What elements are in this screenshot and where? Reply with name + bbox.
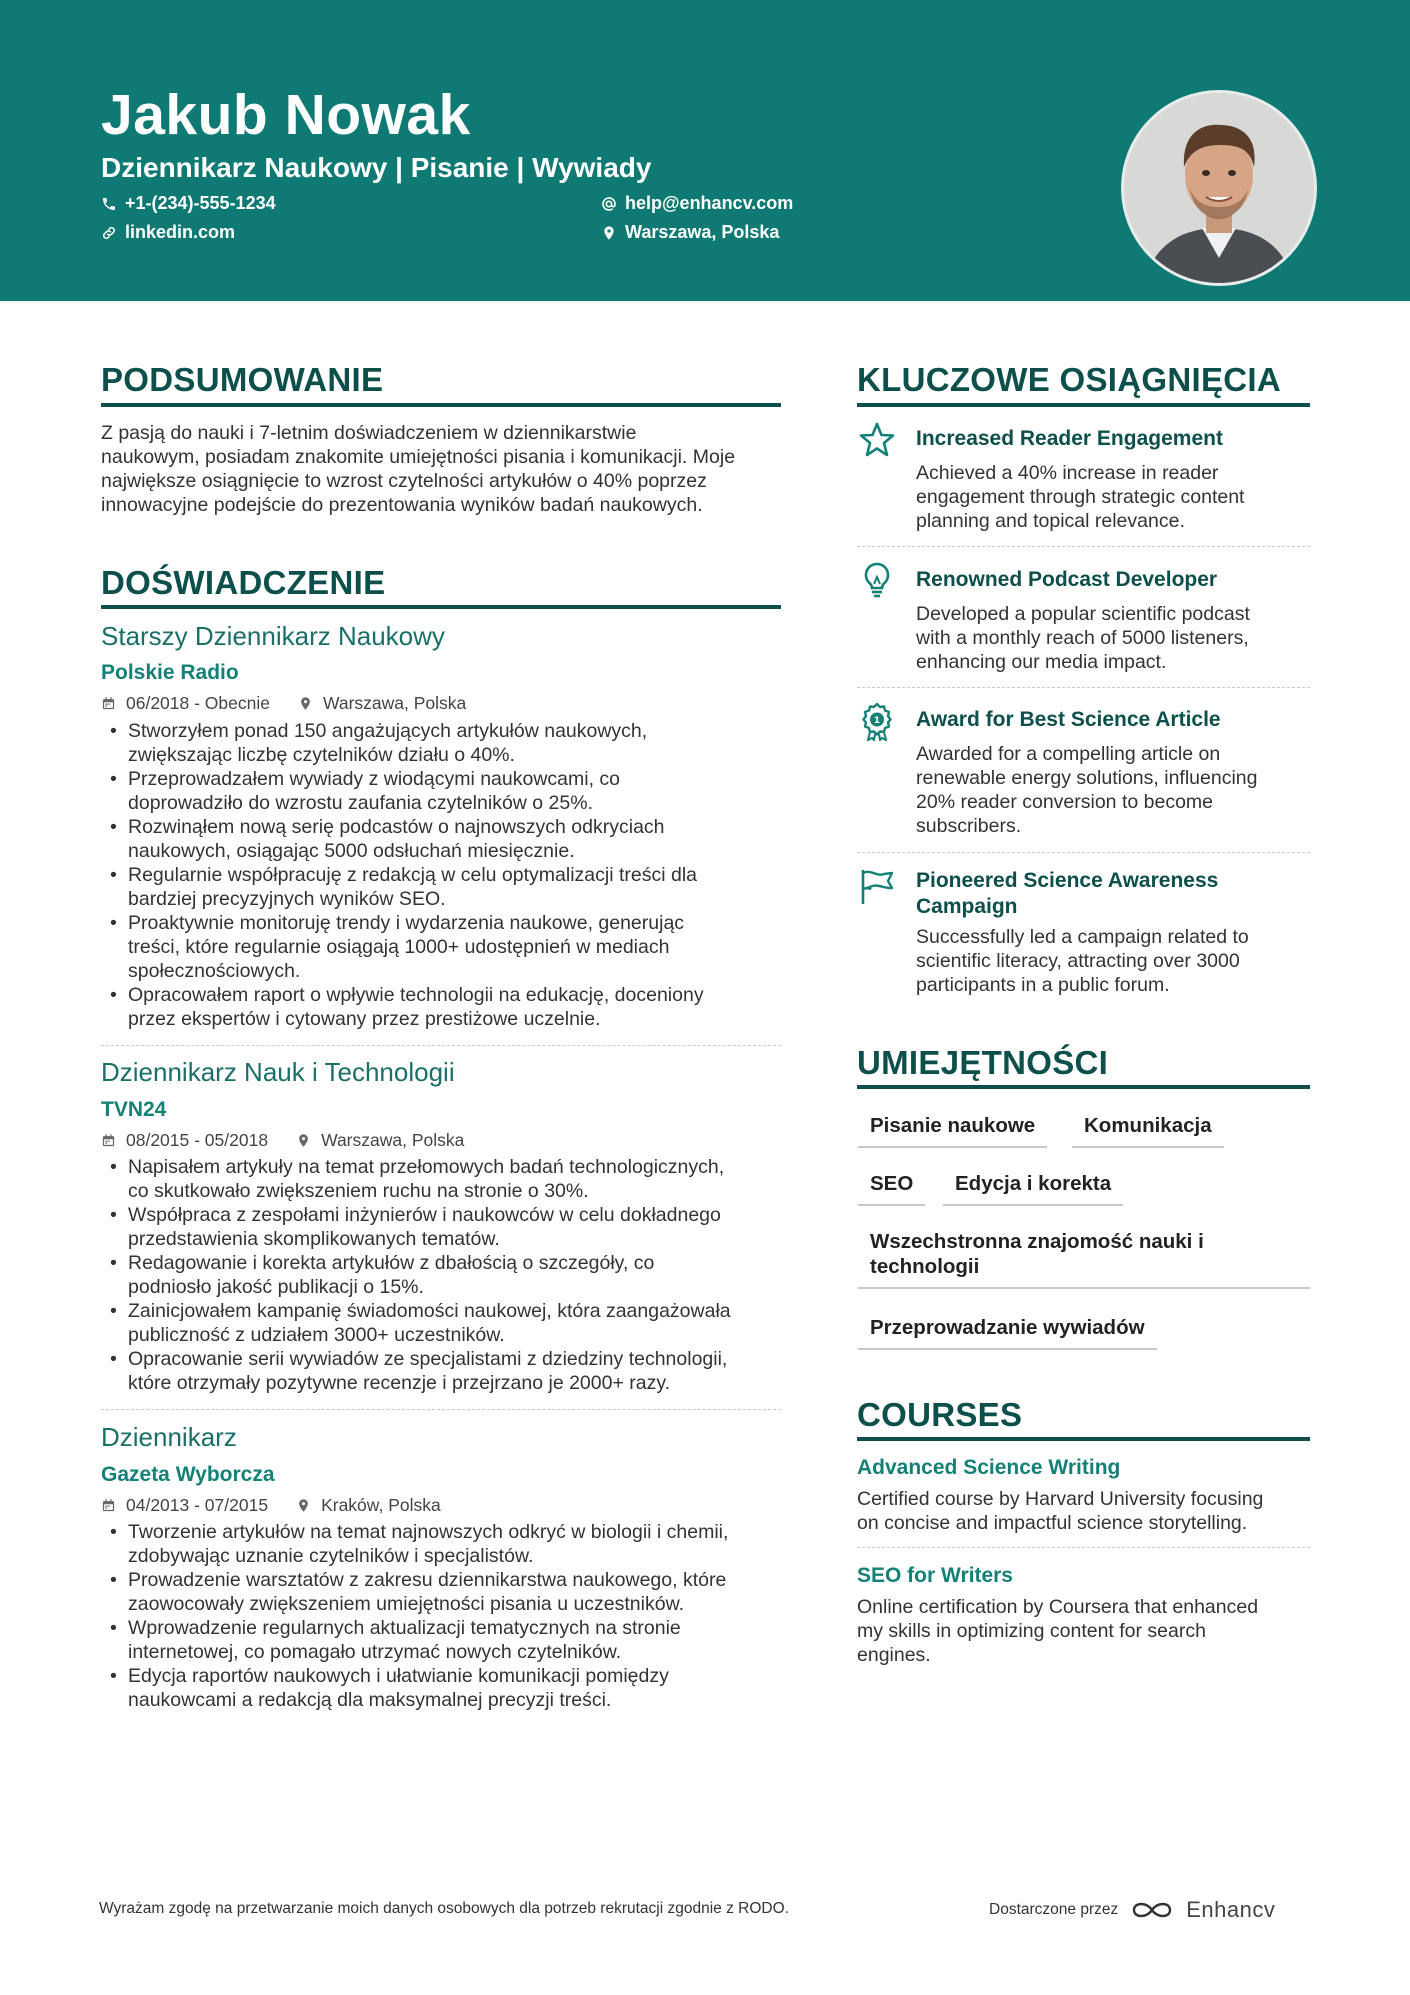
powered-by-text: Dostarczone przez xyxy=(989,1901,1119,1918)
skill-tag: Komunikacja xyxy=(1072,1113,1224,1148)
linkedin-contact[interactable] xyxy=(101,222,235,243)
job-location: Warszawa, Polska xyxy=(321,1130,465,1150)
at-icon xyxy=(601,196,617,212)
job-location: Kraków, Polska xyxy=(321,1495,441,1515)
job-title: Dziennikarz Nauk i Technologii xyxy=(101,1057,455,1087)
achievement-desc: Achieved a 40% increase in reader engagement through strategic content planning and topical relevance. xyxy=(916,462,1245,532)
achievement-desc: Successfully led a campaign related to scientific literacy, attracting over 3000 participants in a public forum. xyxy=(916,926,1249,996)
achievement-divider xyxy=(857,852,1310,853)
job-meta xyxy=(101,1130,464,1151)
experience-rule xyxy=(101,605,781,609)
achievements-heading: KLUCZOWE OSIĄGNIĘCIA xyxy=(857,361,1281,398)
location-pin-icon xyxy=(296,1133,311,1148)
achievement-divider xyxy=(857,546,1310,547)
header-banner xyxy=(0,0,1410,301)
bullet-item: • Opracowanie serii wywiadów ze specjalistami z dziedziny technologii, które otrzymały pozytywne recenzje i przejrzano je 2000+ razy. xyxy=(101,1347,781,1395)
job-meta xyxy=(101,1495,441,1516)
achievement-desc: Developed a popular scientific podcast with a monthly reach of 5000 listeners, enhancing our media impact. xyxy=(916,603,1250,673)
job-title: Dziennikarz xyxy=(101,1422,237,1452)
bullet-item: • Przeprowadzałem wywiady z wiodącymi naukowcami, co doprowadziło do wzrostu zaufania czytelników o 25%. xyxy=(101,767,781,815)
location-contact xyxy=(601,222,779,243)
job-company: Polskie Radio xyxy=(101,661,239,684)
achievement-title: Renowned Podcast Developer xyxy=(916,568,1218,591)
achievement-title: Pioneered Science Awareness Campaign xyxy=(916,869,1219,918)
job-location: Warszawa, Polska xyxy=(323,693,467,713)
achievement-desc: Awarded for a compelling article on renewable energy solutions, influencing 20% reader conversion to become subscribers. xyxy=(916,743,1258,837)
calendar-icon xyxy=(101,1133,116,1148)
phone-contact xyxy=(101,193,276,214)
bullet-item: • Opracowałem raport o wpływie technologii na edukację, doceniony przez ekspertów i cytowany przez prestiżowe uczelnie. xyxy=(101,983,781,1031)
job-dates: 06/2018 - Obecnie xyxy=(126,693,270,713)
bullet-item: • Wprowadzenie regularnych aktualizacji tematycznych na stronie internetowej, co pomagało utrzymać nowych czytelników. xyxy=(101,1616,781,1664)
summary-line: innowacyjne podejście do prezentowania wyników badań naukowych. xyxy=(101,494,703,516)
skill-tag: Przeprowadzanie wywiadów xyxy=(858,1315,1157,1350)
bullet-item: • Proaktywnie monitoruję trendy i wydarzenia naukowe, generując treści, które regularnie osiągają 1000+ udostępnień w mediach społecznościowych. xyxy=(101,911,781,983)
linkedin-text[interactable]: linkedin.com xyxy=(125,222,236,242)
course-desc: Online certification by Coursera that enhanced my skills in optimizing content for search engines. xyxy=(857,1596,1259,1666)
job-title: Starszy Dziennikarz Naukowy xyxy=(101,621,445,651)
profile-photo xyxy=(1121,90,1317,286)
bullet-item: • Tworzenie artykułów na temat najnowszych odkryć w biologii i chemii, zdobywając uznanie czytelników i specjalistów. xyxy=(101,1520,781,1568)
skill-tag: SEO xyxy=(858,1171,925,1206)
skills-heading: UMIEJĘTNOŚCI xyxy=(857,1044,1109,1081)
skill-tag: Pisanie naukowe xyxy=(858,1113,1047,1148)
star-icon xyxy=(857,420,897,460)
location-pin-icon xyxy=(296,1498,311,1513)
courses-heading: COURSES xyxy=(857,1396,1023,1433)
email-text[interactable]: help@enhancv.com xyxy=(625,193,794,213)
bullet-item: • Stworzyłem ponad 150 angażujących artykułów naukowych, zwiększając liczbę czytelników działu o 40%. xyxy=(101,719,781,767)
brand-name: Enhancv xyxy=(1186,1897,1276,1922)
job-company: Gazeta Wyborcza xyxy=(101,1463,275,1486)
summary-line: naukowym, posiadam znakomite umiejętności pisania i komunikacji. Moje xyxy=(101,446,736,468)
courses-rule xyxy=(857,1437,1310,1441)
location-pin-icon xyxy=(601,225,617,241)
job-meta xyxy=(101,693,466,714)
course-title: Advanced Science Writing xyxy=(857,1456,1121,1479)
bullet-item: • Zainicjowałem kampanię świadomości naukowej, która zaangażowała publiczność z udziałem 3000+ uczestników. xyxy=(101,1299,781,1347)
bullet-item: • Regularnie współpracuję z redakcją w celu optymalizacji treści dla bardziej precyzyjnych wyników SEO. xyxy=(101,863,781,911)
bullet-item: • Rozwinąłem nową serię podcastów o najnowszych odkryciach naukowych, osiągając 5000 odsłuchań miesięcznie. xyxy=(101,815,781,863)
job-company: TVN24 xyxy=(101,1098,167,1121)
summary-line: Z pasją do nauki i 7-letnim doświadczeniem w dziennikarstwie xyxy=(101,422,637,444)
avatar-image xyxy=(1124,93,1314,283)
job-bullets xyxy=(101,1155,781,1395)
skill-tag: Wszechstronna znajomość nauki i technologii xyxy=(858,1229,1310,1289)
bullet-item: • Edycja raportów naukowych i ułatwianie komunikacji pomiędzy naukowcami a redakcją dla maksymalnej precyzji treści. xyxy=(101,1664,781,1712)
location-pin-icon xyxy=(298,696,313,711)
candidate-name: Jakub Nowak xyxy=(101,83,471,147)
lightbulb-icon xyxy=(857,560,897,600)
bullet-item: • Prowadzenie warsztatów z zakresu dziennikarstwa naukowego, które zaowocowały zwiększeniem umiejętności pisania u uczestników. xyxy=(101,1568,781,1616)
course-desc: Certified course by Harvard University focusing on concise and impactful science storytelling. xyxy=(857,1488,1264,1534)
summary-text xyxy=(101,421,791,517)
course-divider xyxy=(857,1547,1310,1548)
achievement-title: Increased Reader Engagement xyxy=(916,427,1223,450)
job-bullets xyxy=(101,1520,781,1712)
link-icon xyxy=(101,225,117,241)
calendar-icon xyxy=(101,1498,116,1513)
summary-heading: PODSUMOWANIE xyxy=(101,361,384,398)
bullet-item: • Współpraca z zespołami inżynierów i naukowców w celu dokładnego przedstawienia skomplikowanych tematów. xyxy=(101,1203,781,1251)
location-text: Warszawa, Polska xyxy=(625,222,780,242)
powered-by[interactable] xyxy=(989,1897,1275,1923)
summary-rule xyxy=(101,403,781,407)
job-divider xyxy=(101,1045,781,1046)
calendar-icon xyxy=(101,696,116,711)
achievements-rule xyxy=(857,403,1310,407)
consent-text: Wyrażam zgodę na przetwarzanie moich danych osobowych dla potrzeb rekrutacji zgodnie z RODO. xyxy=(99,1900,789,1917)
enhancv-logo-icon xyxy=(1128,1898,1176,1922)
svg-text:1: 1 xyxy=(873,716,881,726)
achievement-title: Award for Best Science Article xyxy=(916,708,1221,731)
skill-tag: Edycja i korekta xyxy=(943,1171,1123,1206)
skills-rule xyxy=(857,1085,1310,1089)
bullet-item: • Redagowanie i korekta artykułów z dbałością o szczegóły, co podniosło jakość publikacji o 15%. xyxy=(101,1251,781,1299)
flag-icon xyxy=(857,866,897,906)
phone-text: +1-(234)-555-1234 xyxy=(125,193,276,213)
award-icon xyxy=(857,701,897,741)
phone-icon xyxy=(101,196,117,212)
course-title: SEO for Writers xyxy=(857,1564,1013,1587)
experience-heading: DOŚWIADCZENIE xyxy=(101,564,386,601)
job-dates: 04/2013 - 07/2015 xyxy=(126,1495,269,1515)
job-divider xyxy=(101,1409,781,1410)
bullet-item: • Napisałem artykuły na temat przełomowych badań technologicznych, co skutkowało zwiększeniem ruchu na stronie o 30%. xyxy=(101,1155,781,1203)
job-dates: 08/2015 - 05/2018 xyxy=(126,1130,269,1150)
candidate-subtitle: Dziennikarz Naukowy | Pisanie | Wywiady xyxy=(101,152,652,183)
email-contact[interactable] xyxy=(601,193,793,214)
achievement-divider xyxy=(857,687,1310,688)
summary-line: największe osiągnięcie to wzrost czytelności artykułów o 40% poprzez xyxy=(101,470,707,492)
job-bullets xyxy=(101,719,781,1031)
